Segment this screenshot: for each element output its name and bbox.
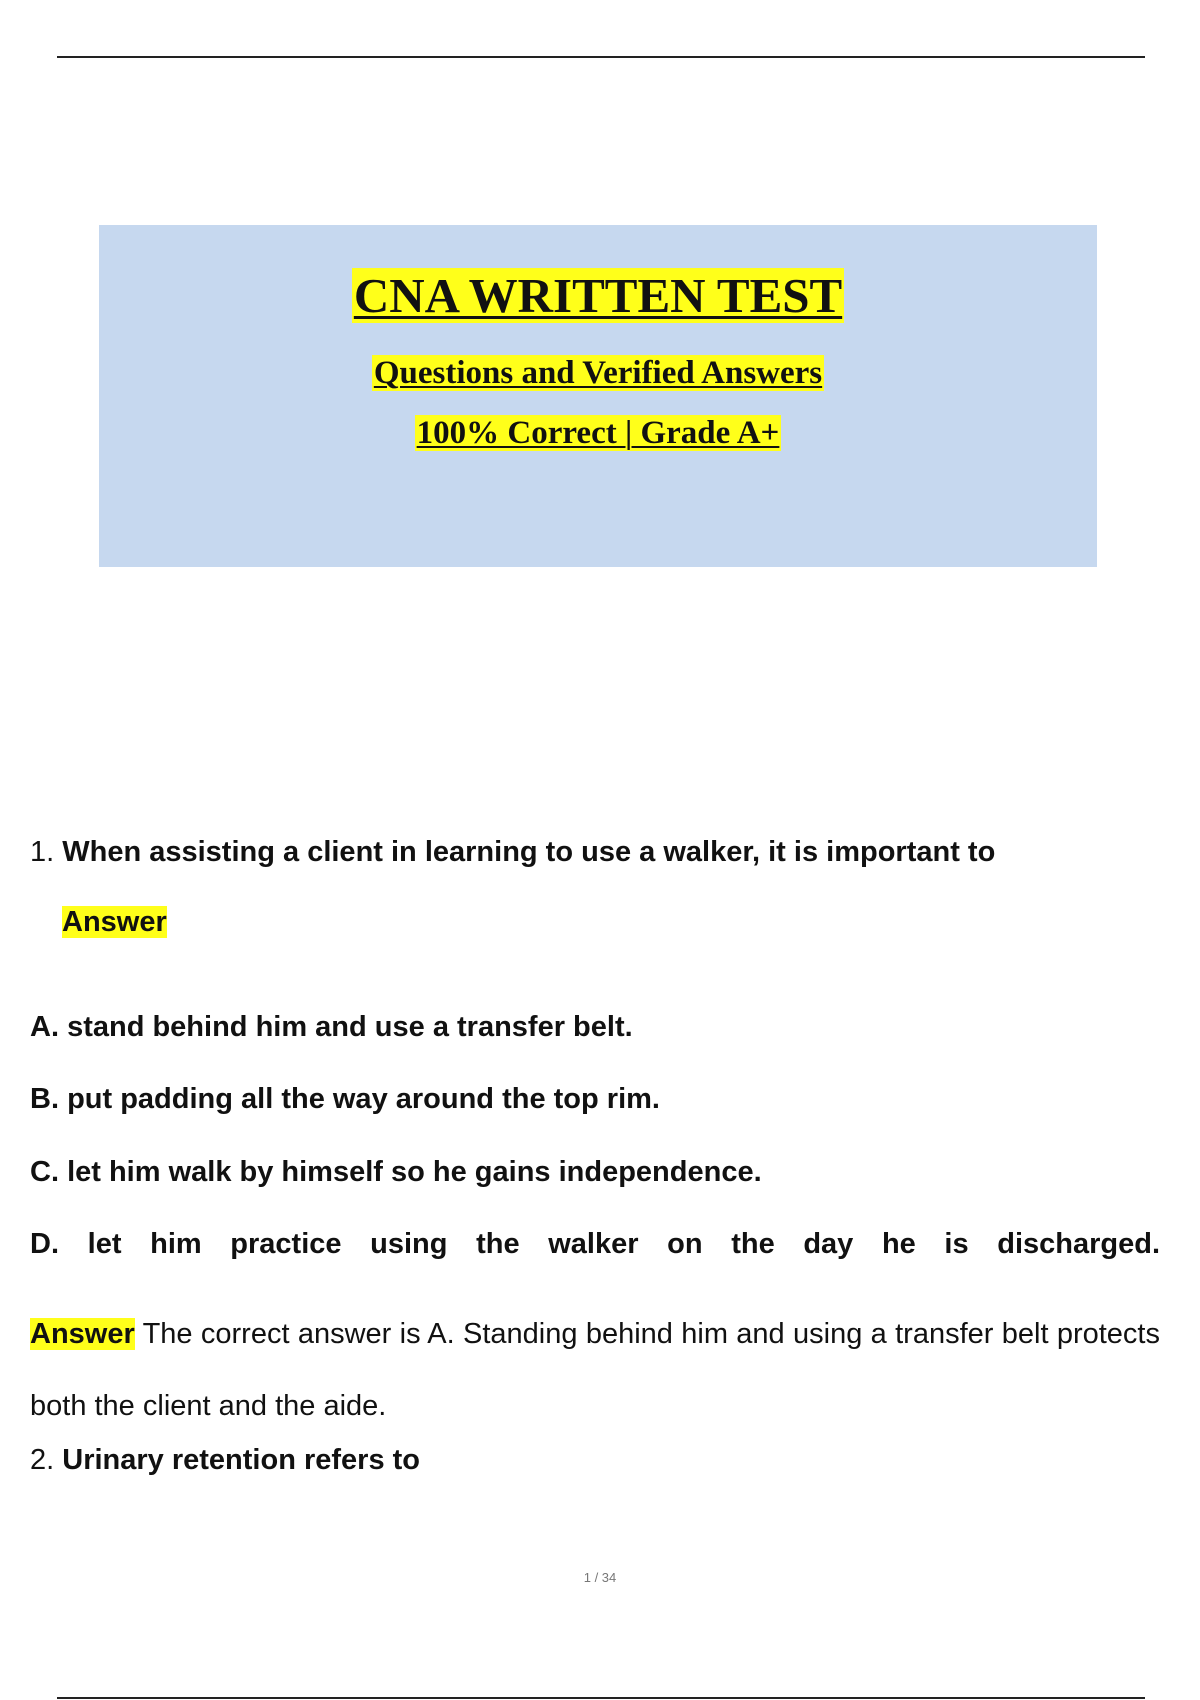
- option-a: [30, 1009, 1160, 1045]
- option-d: [30, 1226, 1160, 1262]
- title-box: [99, 225, 1097, 567]
- option-b: [30, 1081, 1160, 1117]
- option-letter: A.: [30, 1011, 59, 1043]
- grade-line: 100% Correct | Grade A+: [416, 415, 780, 451]
- option-text: put padding all the way around the top rim.: [67, 1083, 660, 1115]
- option-text: let him walk by himself so he gains independence.: [67, 1156, 762, 1188]
- answer-label: Answer: [62, 906, 167, 938]
- header-rule: [57, 56, 1145, 58]
- question-1: [30, 834, 1160, 870]
- option-letter: B.: [30, 1083, 59, 1115]
- option-letter: C.: [30, 1156, 59, 1188]
- document-title: CNA WRITTEN TEST: [353, 268, 843, 323]
- footer-rule: [57, 1697, 1145, 1699]
- question-number: 1.: [30, 836, 55, 868]
- option-letter: D.: [30, 1228, 59, 1260]
- explanation-text: The correct answer is A. Standing behind him and using a transfer belt protects both the client and the aide.: [30, 1318, 1160, 1422]
- question-number: 2.: [30, 1444, 55, 1476]
- question-text: When assisting a client in learning to use a walker, it is important to: [62, 836, 996, 868]
- answer-explanation: [30, 1298, 1160, 1442]
- question-2: [30, 1442, 420, 1478]
- answer-inline-label: Answer: [30, 1318, 135, 1350]
- option-text: stand behind him and use a transfer belt.: [67, 1011, 633, 1043]
- option-text: let him practice using the walker on the day he is discharged.: [87, 1228, 1160, 1260]
- option-c: [30, 1154, 1160, 1190]
- document-subtitle: Questions and Verified Answers: [373, 355, 823, 391]
- page-number: 1 / 34: [583, 1570, 617, 1585]
- question-text: Urinary retention refers to: [62, 1444, 421, 1476]
